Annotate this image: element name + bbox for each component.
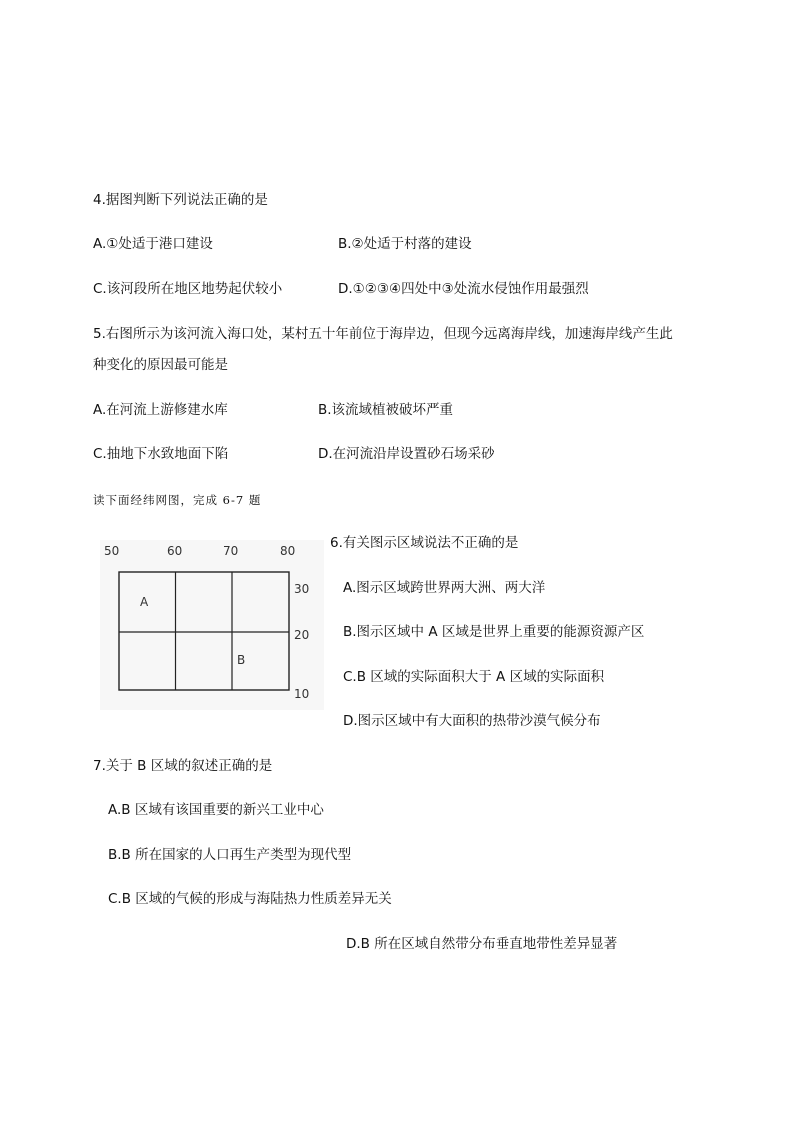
q6-option-c: C.B 区域的实际面积大于 A 区域的实际面积 [343,669,605,685]
q7-option-a: A.B 区域有该国重要的新兴工业中心 [108,802,324,818]
q6-option-d: D.图示区域中有大面积的热带沙漠气候分布 [343,713,601,729]
lat-long-grid-map [100,540,324,710]
q6-option-b: B.图示区域中 A 区域是世界上重要的能源资源产区 [343,624,645,640]
q7-option-c: C.B 区域的气候的形成与海陆热力性质差异无关 [108,891,392,907]
longitude-label-80: 80 [280,544,296,558]
q5-option-b: B.该流域植被破坏严重 [318,402,454,418]
q6-stem: 6.有关图示区域说法不正确的是 [330,535,519,551]
q4-option-a: A.①处适于港口建设 [93,236,213,252]
q5-option-c: C.抽地下水致地面下陷 [93,446,229,462]
latitude-label-30: 30 [294,582,310,596]
q6-option-a: A.图示区域跨世界两大洲、两大洋 [343,580,546,596]
q4-option-b: B.②处适于村落的建设 [338,236,472,252]
region-b-label: B [237,653,246,667]
q7-option-d: D.B 所在区域自然带分布垂直地带性差异显著 [346,936,618,952]
grid-lines [100,540,324,710]
q5-stem-line2: 种变化的原因最可能是 [93,357,228,373]
q7-stem: 7.关于 B 区域的叙述正确的是 [93,758,273,774]
q5-option-a: A.在河流上游修建水库 [93,402,228,418]
latitude-label-10: 10 [294,687,310,701]
q7-option-b: B.B 所在国家的人口再生产类型为现代型 [108,847,352,863]
longitude-label-50: 50 [104,544,120,558]
longitude-label-70: 70 [223,544,239,558]
region-a-label: A [140,595,149,609]
q5-stem-line1: 5.右图所示为该河流入海口处，某村五十年前位于海岸边，但现今远离海岸线，加速海岸线产生此 [93,326,673,342]
q4-stem: 4.据图判断下列说法正确的是 [93,192,268,208]
q5-option-d: D.在河流沿岸设置砂石场采砂 [318,446,495,462]
latitude-label-20: 20 [294,628,310,642]
q4-option-c: C.该河段所在地区地势起伏较小 [93,281,283,297]
longitude-label-60: 60 [167,544,183,558]
q4-option-d: D.①②③④四处中③处流水侵蚀作用最强烈 [338,281,589,297]
instruction-text: 读下面经纬网图，完成 6-7 题 [93,493,262,507]
